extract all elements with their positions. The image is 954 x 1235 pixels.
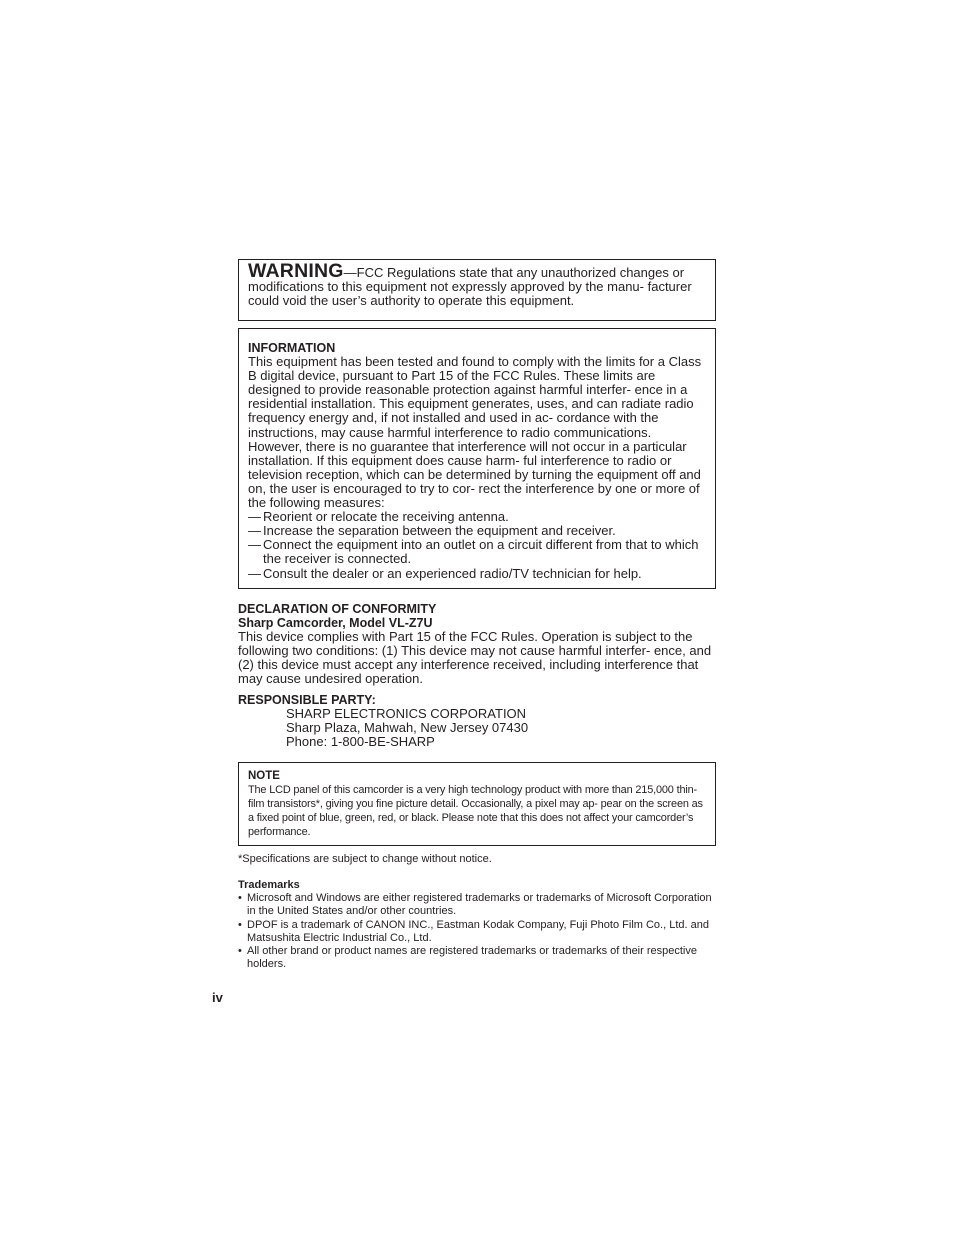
measures-list	[248, 510, 707, 580]
warning-text: —FCC Regulations state that any unauthorized changes or modifications to this equipment not expressly approved by the manu- facturer could void the user’s authority to operate this equipment.	[248, 265, 692, 309]
note-box	[238, 762, 716, 846]
declaration-section	[238, 602, 716, 687]
note-title: NOTE	[248, 770, 280, 782]
trademark-item	[238, 892, 716, 919]
measure-text: Connect the equipment into an outlet on a circuit different from that to which the receiver is connected.	[263, 537, 699, 567]
address-line: SHARP ELECTRONICS CORPORATION	[286, 706, 527, 722]
trademark-item	[238, 945, 716, 972]
trademarks-section	[238, 878, 716, 972]
spec-note: *Specifications are subject to change without notice.	[238, 853, 492, 865]
dash-marker: —	[248, 565, 261, 581]
measure-text: Reorient or relocate the receiving antenna.	[263, 509, 509, 525]
measure-item	[248, 567, 707, 581]
information-body: This equipment has been tested and found to comply with the limits for a Class B digital device, pursuant to Part 15 of the FCC Rules. These limits are designed to provide reasonable protection against harmful interfer- ence in a residential installation. This equipment generates, uses, and can radiate radio frequency energy and, if not installed and used in ac- cordance with the instructions, may cause harmful interference to radio communications. However, there is no guarantee that interference will not occur in a particular installation. If this equipment does cause harm- ful interference to radio or television reception, which can be determined by turning the equipment off and on, the user is encouraged to try to cor- rect the interference by one or more of the following measures:	[248, 354, 702, 511]
measure-item	[248, 510, 707, 524]
address-line: Sharp Plaza, Mahwah, New Jersey 07430	[286, 720, 529, 736]
trademarks-title: Trademarks	[238, 879, 300, 891]
information-box	[238, 328, 716, 589]
bullet-marker: •	[238, 892, 242, 904]
responsible-party-section	[238, 693, 716, 749]
declaration-title: DECLARATION OF CONFORMITY	[238, 602, 437, 616]
dash-marker: —	[248, 537, 261, 553]
information-title: INFORMATION	[248, 341, 336, 355]
trademark-text: Microsoft and Windows are either registered trademarks or trademarks of Microsoft Corporation in the United States and/or other countries.	[247, 892, 712, 918]
warning-label: WARNING	[248, 260, 344, 282]
page-number: iv	[212, 990, 223, 1005]
measure-item	[248, 524, 707, 538]
declaration-body: This device complies with Part 15 of the FCC Rules. Operation is subject to the following two conditions: (1) This device may not cause harmful interfer- ence, and (2) this device must accept any interference received, including interference that may cause undesired operation.	[238, 629, 712, 687]
dash-marker: —	[248, 509, 261, 525]
responsible-party-title: RESPONSIBLE PARTY:	[238, 693, 376, 707]
address-line: Phone: 1-800-BE-SHARP	[286, 734, 435, 750]
bullet-marker: •	[238, 918, 242, 931]
warning-box	[238, 259, 716, 321]
trademark-item	[238, 919, 716, 946]
measure-text: Increase the separation between the equipment and receiver.	[263, 523, 616, 539]
declaration-subtitle: Sharp Camcorder, Model VL-Z7U	[238, 616, 433, 631]
measure-text: Consult the dealer or an experienced radio/TV technician for help.	[263, 565, 642, 581]
dash-marker: —	[248, 523, 261, 539]
note-body: The LCD panel of this camcorder is a very high technology product with more than 215,000 thin-film transistors*, giving you fine picture detail. Occasionally, a pixel may ap- pear on the screen as a fixed point of blue, green, red, or black. Please note that this does not affect your camcorder’s performance.	[248, 784, 703, 838]
trademarks-list	[238, 892, 716, 972]
trademark-text: All other brand or product names are registered trademarks or trademarks of their respective holders.	[247, 945, 697, 971]
trademark-text: DPOF is a trademark of CANON INC., Eastman Kodak Company, Fuji Photo Film Co., Ltd. and Matsushita Electric Industrial Co., Ltd.	[247, 918, 709, 944]
measure-item	[248, 538, 707, 566]
warning-paragraph	[248, 260, 707, 309]
bullet-marker: •	[238, 945, 242, 958]
